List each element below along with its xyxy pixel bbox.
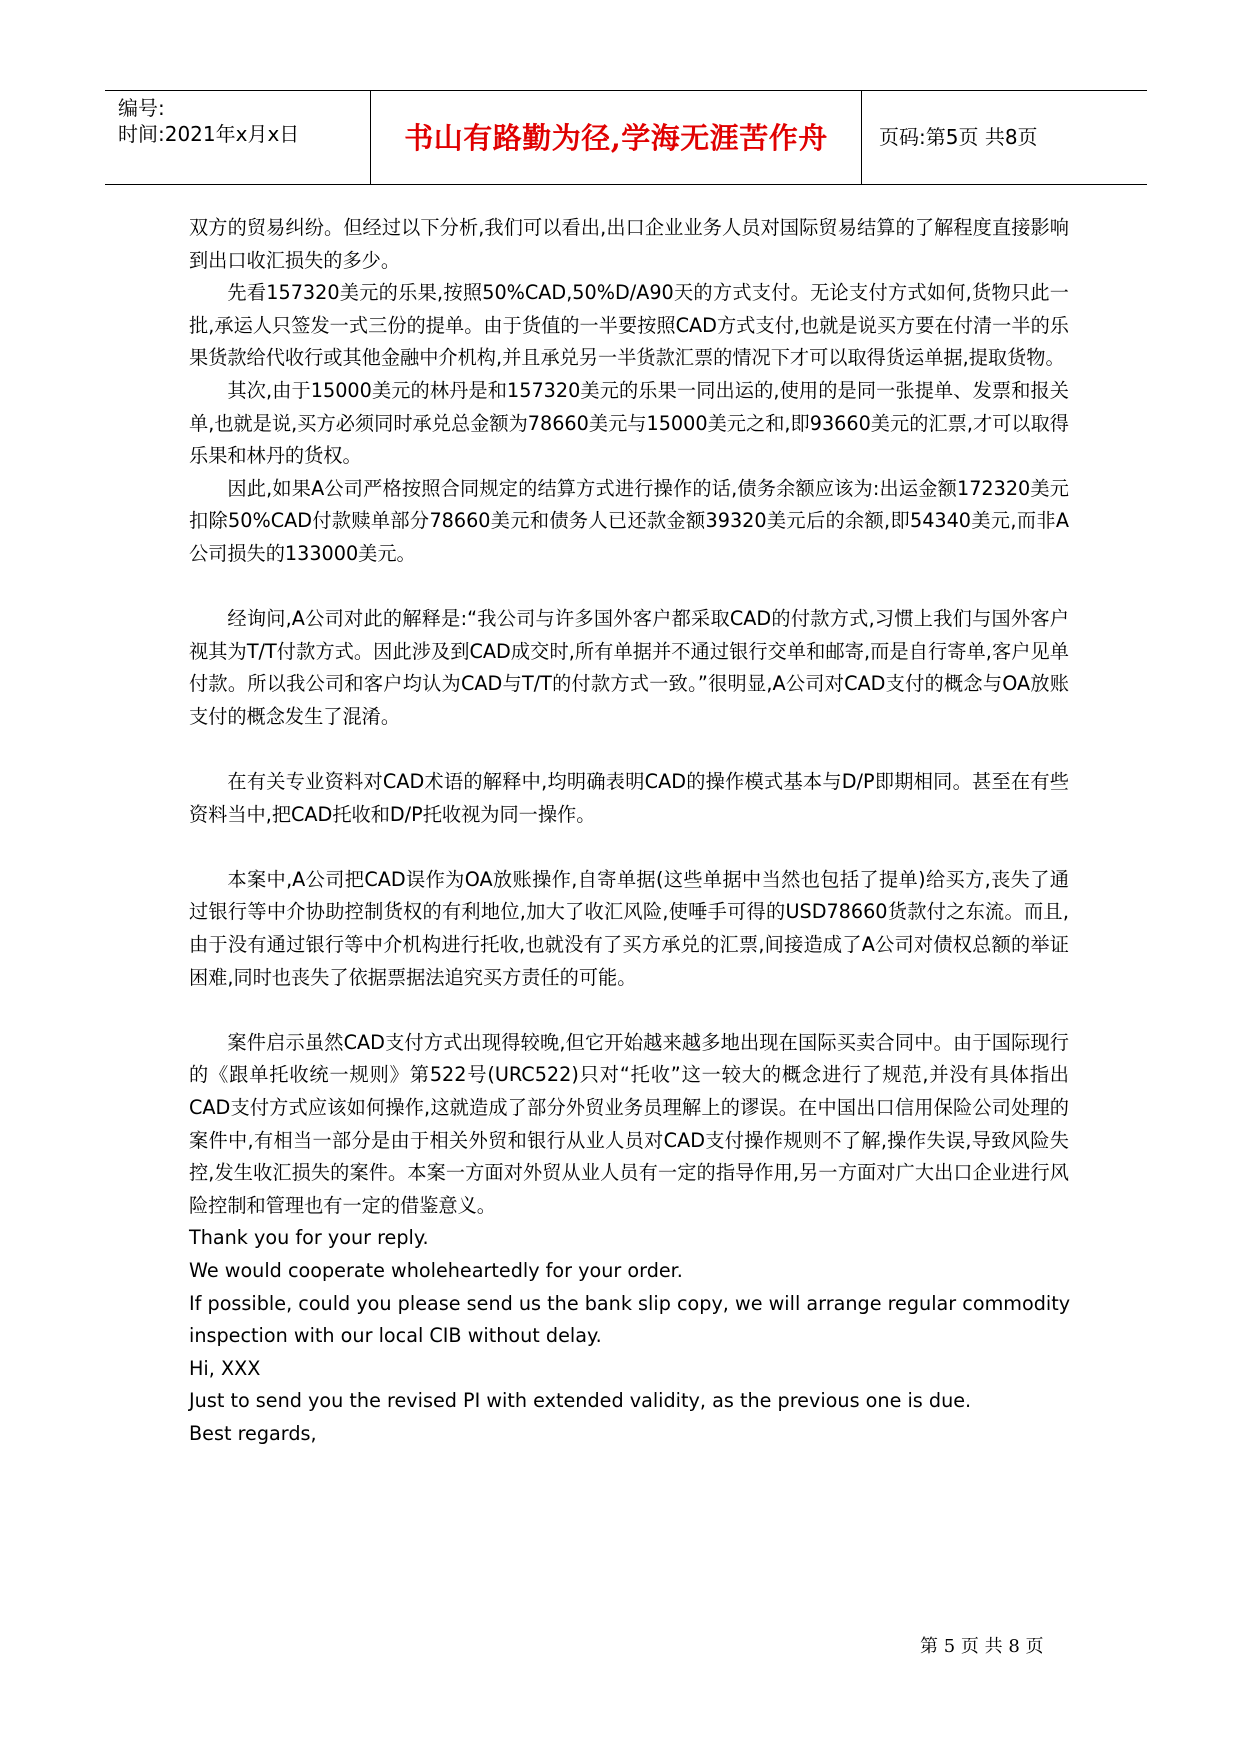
paragraph-spacer [189, 994, 1069, 1027]
header-motto-cell [371, 91, 862, 184]
document-body [189, 212, 1069, 1451]
email-text-line: We would cooperate wholeheartedly for your order. [189, 1259, 683, 1282]
paragraph-spacer [189, 571, 1069, 604]
body-paragraph: 因此,如果A公司严格按照合同规定的结算方式进行操作的话,债务余额应该为:出运金额172320美元扣除50%CAD付款赎单部分78660美元和债务人已还款金额39320美元后的余额,即54340美元,而非A公司损失的133000美元。 [189, 476, 1069, 565]
paragraph-spacer [189, 831, 1069, 864]
header-page-number: 页码:第5页 共8页 [879, 125, 1038, 149]
body-paragraph: 本案中,A公司把CAD误作为OA放账操作,自寄单据(这些单据中当然也包括了提单)给买方,丧失了通过银行等中介协助控制货权的有利地位,加大了收汇风险,使唾手可得的USD78660货款付之东流。而且,由于没有通过银行等中介机构进行托收,也就没有了买方承兑的汇票,间接造成了A公司对债权总额的举证困难,同时也丧失了依据票据法追究买方责任的可能。 [189, 867, 1069, 989]
body-paragraph: 经询问,A公司对此的解释是:“我公司与许多国外客户都采取CAD的付款方式,习惯上我们与国外客户视其为T/T付款方式。因此涉及到CAD成交时,所有单据并不通过银行交单和邮寄,而是自行寄单,客户见单付款。所以我公司和客户均认为CAD与T/T的付款方式一致。”很明显,A公司对CAD支付的概念与OA放账支付的概念发生了混淆。 [189, 607, 1069, 728]
header-motto: 书山有路勤为径,学海无涯苦作舟 [404, 121, 828, 155]
email-text-line: If possible, could you please send us the bank slip copy, we will arrange regular commodity [189, 1291, 1071, 1315]
document-time-label: 时间:2021年x月x日 [118, 122, 300, 146]
body-paragraph: 案件启示虽然CAD支付方式出现得较晚,但它开始越来越多地出现在国际买卖合同中。由于国际现行的《跟单托收统一规则》第522号(URC522)只对“托收”这一较大的概念进行了规范,并没有具体指出CAD支付方式应该如何操作,这就造成了部分外贸业务员理解上的谬误。在中国出口信用保险公司处理的案件中,有相当一部分是由于相关外贸和银行从业人员对CAD支付操作规则不了解,操作失误,导致风险失控,发生收汇损失的案件。本案一方面对外贸从业人员有一定的指导作用,另一方面对广大出口企业进行风险控制和管理也有一定的借鉴意义。 [189, 1030, 1069, 1217]
email-text-line: Hi, XXX [189, 1356, 261, 1380]
email-text-line: Best regards, [189, 1421, 317, 1445]
paragraph-spacer [189, 734, 1069, 767]
email-text-line: inspection with our local CIB without delay. [189, 1324, 602, 1348]
email-text-line: Thank you for your reply. [189, 1226, 429, 1250]
body-paragraph: 其次,由于15000美元的林丹是和157320美元的乐果一同出运的,使用的是同一张提单、发票和报关单,也就是说,买方必须同时承兑总金额为78660美元与15000美元之和,即93660美元的汇票,才可以取得乐果和林丹的货权。 [189, 378, 1069, 468]
document-number-label: 编号: [118, 96, 165, 120]
body-paragraph: 双方的贸易纠纷。但经过以下分析,我们可以看出,出口企业业务人员对国际贸易结算的了解程度直接影响到出口收汇损失的多少。 [189, 216, 1069, 272]
footer-page-number: 第 5 页 共 8 页 [920, 1636, 1044, 1657]
body-paragraph: 在有关专业资料对CAD术语的解释中,均明确表明CAD的操作模式基本与D/P即期相同。甚至在有些资料当中,把CAD托收和D/P托收视为同一操作。 [189, 770, 1069, 826]
body-paragraph: 先看157320美元的乐果,按照50%CAD,50%D/A90天的方式支付。无论支付方式如何,货物只此一批,承运人只签发一式三份的提单。由于货值的一半要按照CAD方式支付,也就是说买方要在付清一半的乐果货款给代收行或其他金融中介机构,并且承兑另一半货款汇票的情况下才可以取得货运单据,提取货物。 [189, 281, 1069, 370]
header-page-cell [862, 91, 1147, 184]
header-table [105, 90, 1147, 185]
email-text-line: Just to send you the revised PI with extended validity, as the previous one is due. [189, 1389, 972, 1413]
header-info-cell [105, 91, 371, 184]
